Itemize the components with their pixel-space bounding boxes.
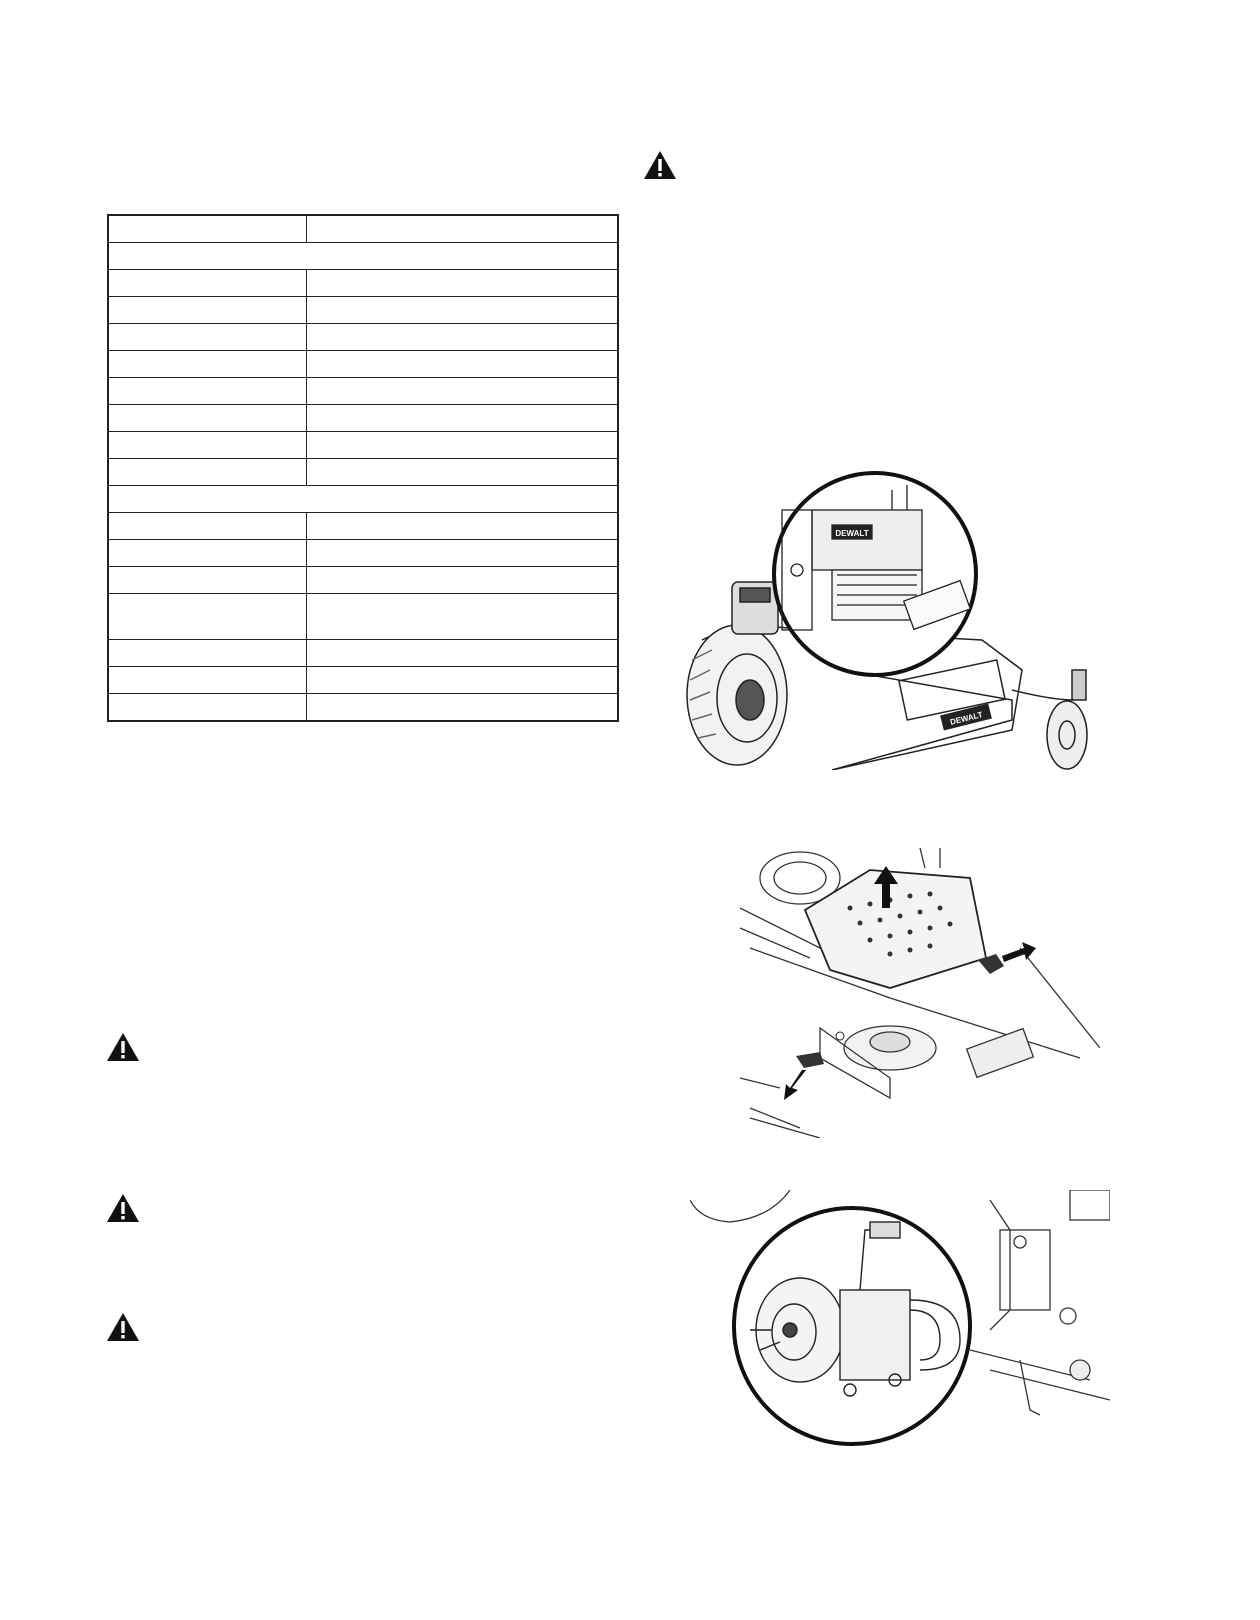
spec-section-cell	[108, 243, 618, 270]
spec-label-cell	[108, 513, 307, 540]
spec-value-cell	[307, 513, 619, 540]
spec-label-cell	[108, 459, 307, 486]
spec-label-cell	[108, 432, 307, 459]
spec-label-cell	[108, 540, 307, 567]
spec-label-cell	[108, 270, 307, 297]
spec-section-row	[108, 243, 618, 270]
spec-row	[108, 378, 618, 405]
warning-triangle-icon	[106, 1312, 140, 1342]
spec-value-cell	[307, 324, 619, 351]
deck-brand-label: DEWALT	[949, 710, 984, 727]
spec-row	[108, 567, 618, 594]
spec-row	[108, 270, 618, 297]
spec-label-cell	[108, 324, 307, 351]
spec-value-cell	[307, 270, 619, 297]
remove-knob-arrow-icon	[784, 1070, 806, 1100]
cover-plate-removal-illustration	[740, 848, 1100, 1138]
spec-label-cell	[108, 297, 307, 324]
spec-label-cell	[108, 594, 307, 640]
spec-row	[108, 594, 618, 640]
spec-value-cell	[307, 567, 619, 594]
spec-row	[108, 459, 618, 486]
specification-table	[107, 214, 619, 722]
spec-label-cell	[108, 567, 307, 594]
spec-value-cell	[307, 459, 619, 486]
spec-row	[108, 297, 618, 324]
engine-brand-label: DEWALT	[835, 529, 869, 538]
spec-label-cell	[108, 667, 307, 694]
spec-value-cell	[307, 667, 619, 694]
spec-row	[108, 351, 618, 378]
spec-value-cell	[307, 594, 619, 640]
spec-label-cell	[108, 215, 307, 243]
spec-label-cell	[108, 405, 307, 432]
warning-triangle-icon	[106, 1032, 140, 1062]
spec-row	[108, 432, 618, 459]
specification-table-body	[108, 215, 618, 721]
spec-row	[108, 667, 618, 694]
spec-label-cell	[108, 351, 307, 378]
warning-triangle-icon	[643, 150, 677, 180]
spec-row	[108, 513, 618, 540]
spec-row	[108, 640, 618, 667]
spec-row	[108, 540, 618, 567]
spec-value-cell	[307, 297, 619, 324]
spec-row	[108, 215, 618, 243]
spec-value-cell	[307, 351, 619, 378]
spec-label-cell	[108, 378, 307, 405]
spec-row	[108, 694, 618, 722]
warning-triangle-icon	[106, 1193, 140, 1223]
spec-value-cell	[307, 405, 619, 432]
spec-section-cell	[108, 486, 618, 513]
spec-value-cell	[307, 215, 619, 243]
mower-engine-area-illustration	[682, 470, 1122, 770]
spec-value-cell	[307, 694, 619, 722]
remove-knob-arrow-icon	[1002, 942, 1036, 962]
spec-value-cell	[307, 378, 619, 405]
spec-value-cell	[307, 432, 619, 459]
spec-row	[108, 324, 618, 351]
spec-label-cell	[108, 694, 307, 722]
spec-value-cell	[307, 540, 619, 567]
spec-label-cell	[108, 640, 307, 667]
pump-assembly-illustration	[690, 1190, 1110, 1450]
spec-row	[108, 405, 618, 432]
spec-section-row	[108, 486, 618, 513]
spec-value-cell	[307, 640, 619, 667]
